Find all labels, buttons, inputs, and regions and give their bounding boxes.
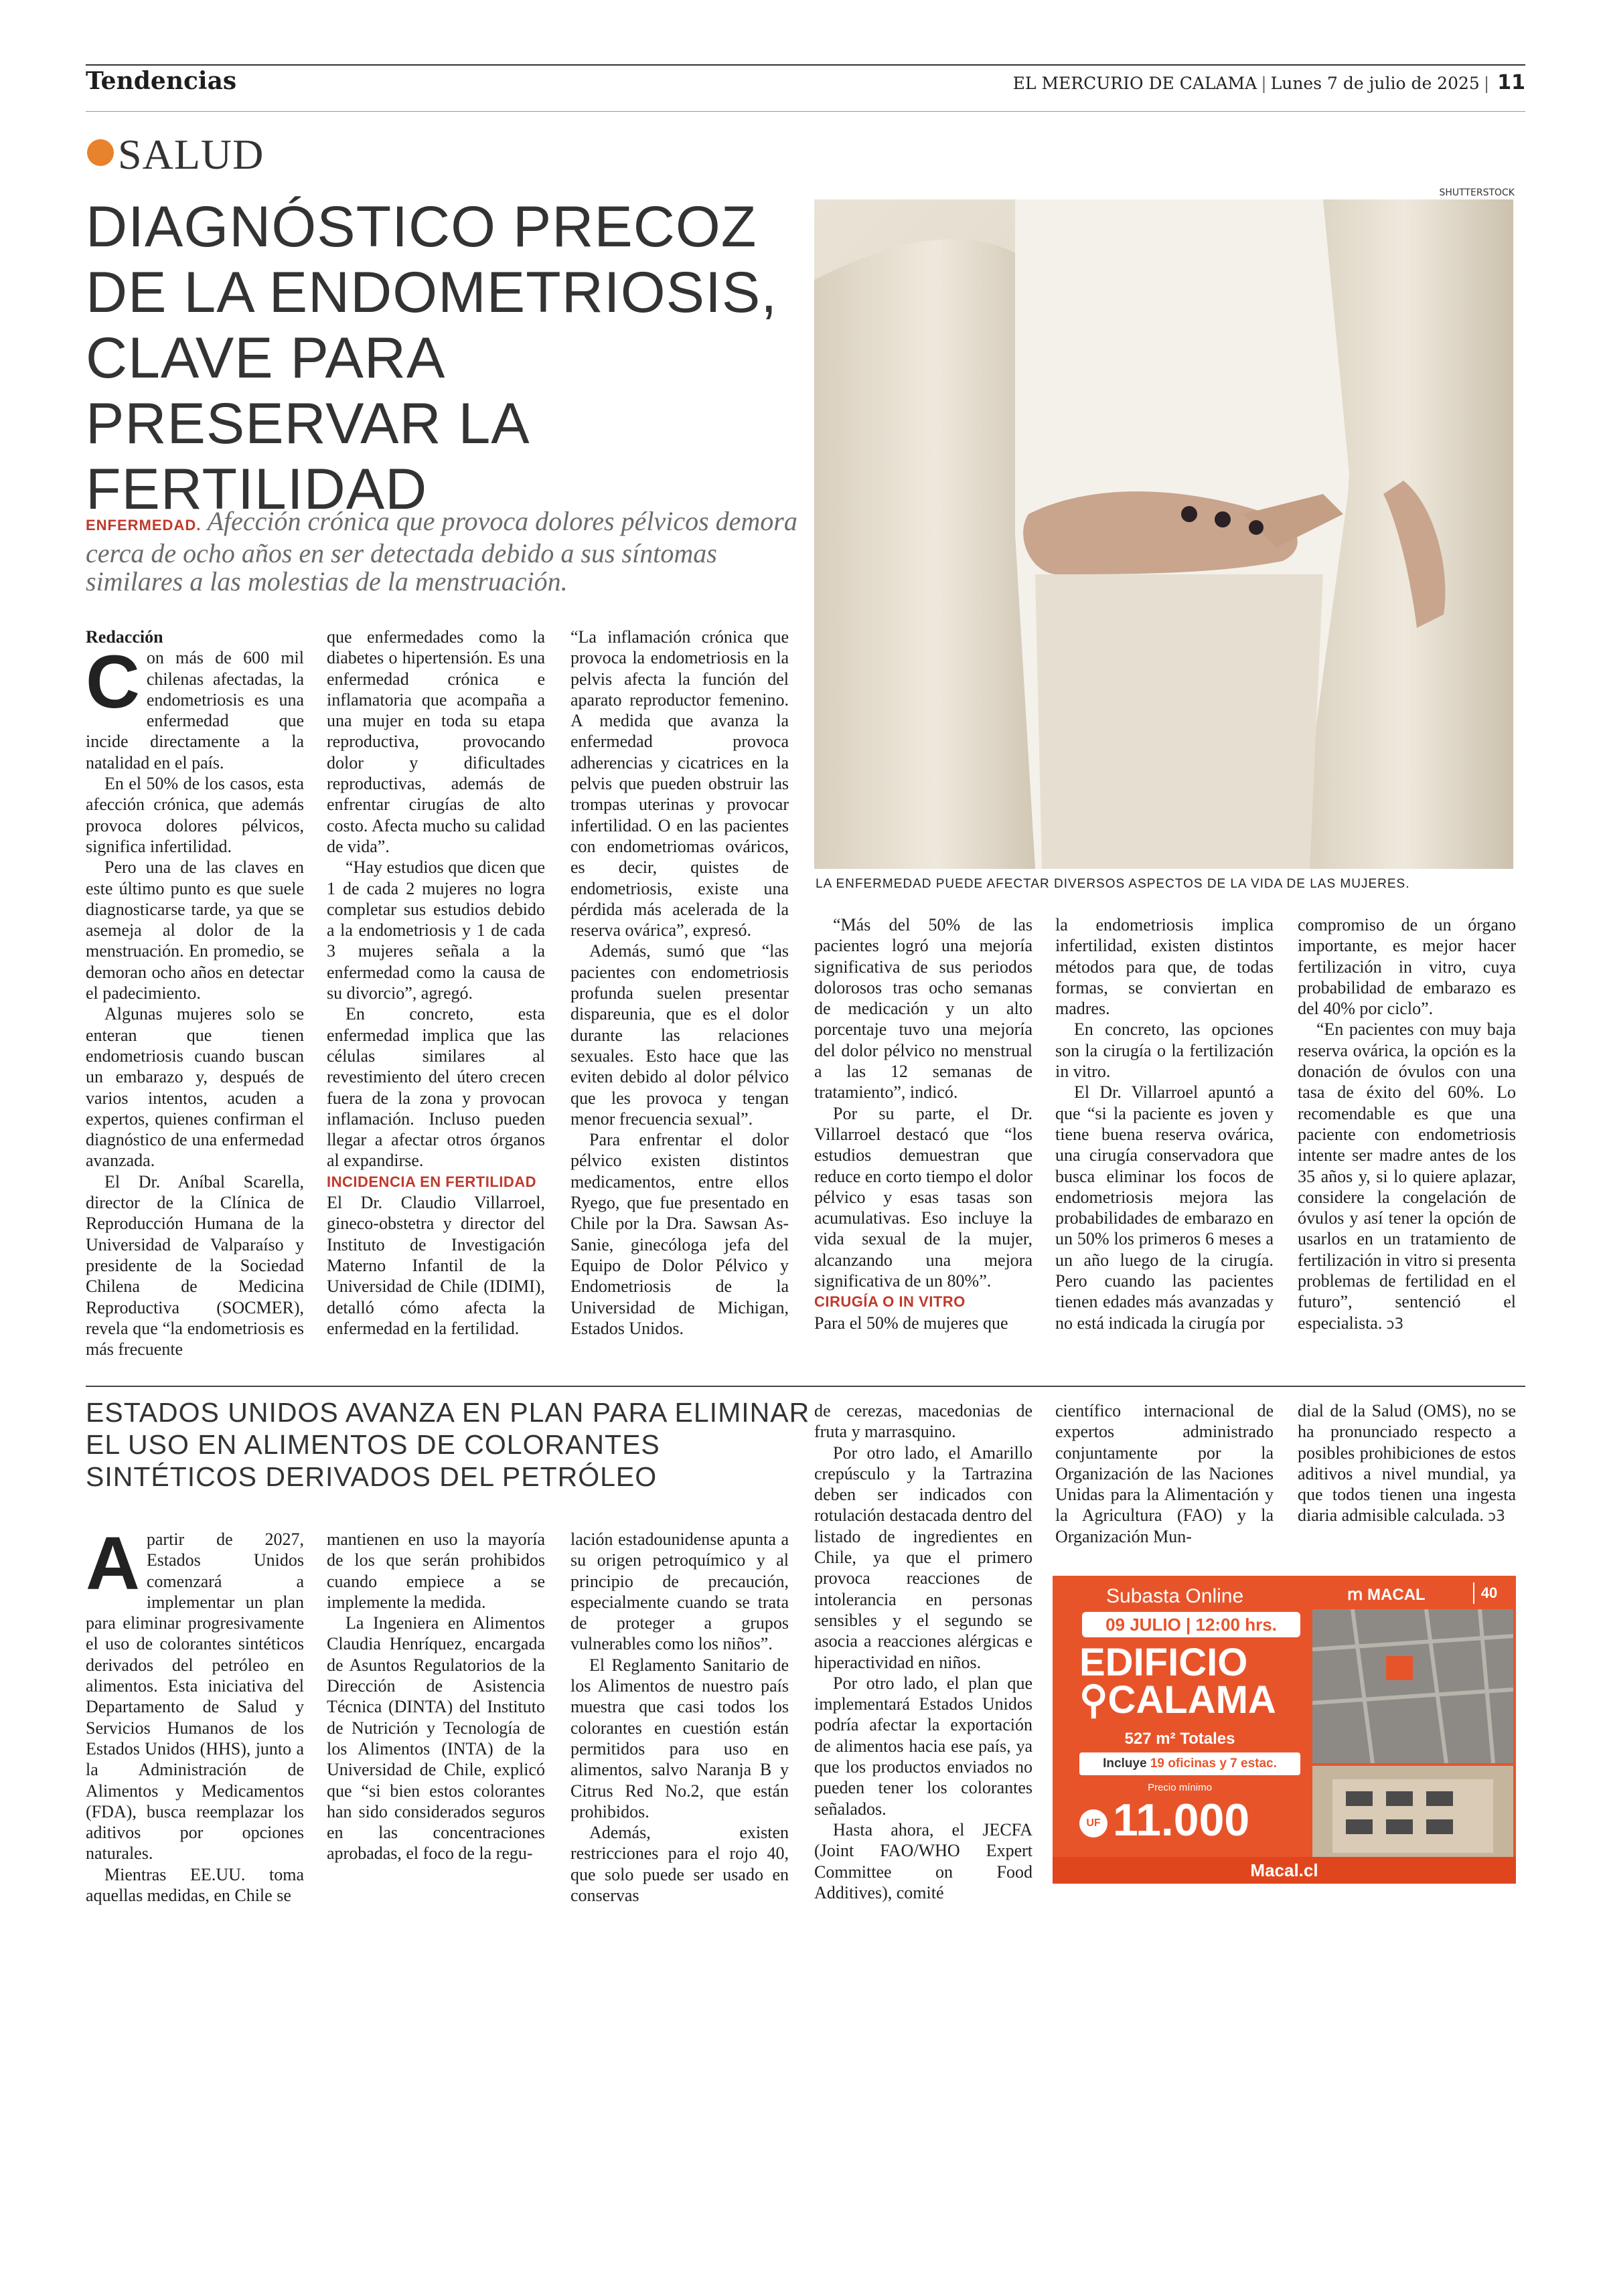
paragraph: Por su parte, el Dr. Villarroel destacó que “los estudios demuestran que reduce en corto tiempo el dolor pélvico y esas tasas son acumulativas. Eso incluye la vida sexual de la mujer, alcanzando una mejora significativa de un 80%”.: [814, 1103, 1032, 1291]
article-photo: [814, 199, 1513, 869]
section-name: Tendencias: [86, 67, 237, 95]
paragraph: Pero una de las claves en este último punto es que suele diagnosticarse tarde, ya que se asemeja al dolor de la menstruación. En promedio, se demoran ocho años en detectar el padecimiento.: [86, 857, 304, 1003]
ad-min-price-label: Precio mínimo: [1148, 1782, 1212, 1793]
paragraph: Hasta ahora, el JECFA (Joint FAO/WHO Expert Committee on Food Additives), comité: [814, 1819, 1032, 1902]
paragraph: “La inflamación crónica que provoca la endometriosis en la pelvis afecta la función del aparato reproductor femenino. A medida que avanza la enfermedad provoca adherencias y cicatrices en la pelvis que pueden obstruir las trompas uterinas y provocar infertilidad. O en las pacientes con endometriomas ováricos, es decir, quistes de endometriosis, existe una pérdida más acelerada de la reserva ovárica”, expresó.: [570, 627, 789, 940]
paragraph: la endometriosis implica infertilidad, existen distintos métodos para que, de todas formas, se conviertan en madres.: [1055, 915, 1274, 1019]
ad-area: 527 m² Totales: [1124, 1730, 1235, 1748]
paragraph: El Reglamento Sanitario de los Alimentos de nuestro país muestra que casi todos los colorantes en cuestión están permitidos para uso en alimentos, salvo Naranja B y Citrus Red No.2, que están prohibidos.: [570, 1655, 789, 1821]
lead-tag: ENFERMEDAD.: [86, 517, 202, 534]
paragraph: Apartir de 2027, Estados Unidos comenzará a implementar un plan para eliminar progresivamente el uso de colorantes sintéticos derivados del petróleo en alimentos. Esta iniciativa del Departamento de Salud y Servicios Humanos de los Estados Unidos (HHS), junto a la Administración de Alimentos y Medicamentos (FDA), busca reemplazar los aditivos por opciones naturales.: [86, 1522, 304, 1864]
lead-text: Afección crónica que provoca dolores pélvicos demora cerca de ocho años en ser detectada debido a sus síntomas similares a las molestias de la menstruación.: [86, 506, 797, 596]
location-pin-icon: ⚲: [1079, 1678, 1108, 1722]
paragraph: El Dr. Villarroel apuntó a que “si la paciente es joven y tiene buena reserva ovárica, una cirugía conservadora que busca eliminar los focos de endometriosis mejora las probabilidades de embarazo en un 50% los primeros 6 meses a un año luego de la cirugía. Pero cuando las pacientes tienen edades más avanzadas y no está indicada la cirugía por: [1055, 1082, 1274, 1333]
paragraph: Por otro lado, el Amarillo crepúsculo y la Tartrazina deben ser indicados con rotulación destacada dentro del listado de ingredientes en Chile, ya que el primero provoca reacciones de intolerancia en personas sensibles y el segundo se asocia a reacciones alérgicas e hiperactividad en niños.: [814, 1443, 1032, 1672]
ad-website-link[interactable]: Macal.cl: [1053, 1857, 1516, 1884]
page-number: 11: [1497, 71, 1525, 94]
ad-includes: Incluye 19 oficinas y 7 estac.: [1079, 1752, 1300, 1775]
paragraph: dial de la Salud (OMS), no se ha pronunciado respecto a posibles prohibiciones de estos aditivos a nivel mundial, ya que todos tienen una ingesta diaria admisible calculada. ↄ3: [1298, 1401, 1516, 1526]
uf-badge: UF: [1079, 1809, 1107, 1837]
article1-column-4: [814, 914, 1032, 1333]
paragraph: Además, sumó que “las pacientes con endometriosis profunda suelen presentar dispareunia, que es el dolor durante las relaciones sexuales. Esto hace que las eviten debido al dolor pélvico que les provoca y tengan menor frecuencia sexual”.: [570, 941, 789, 1129]
article2-column-4: [814, 1400, 1032, 1903]
paragraph: En concreto, las opciones son la cirugía o la fertilización in vitro.: [1055, 1019, 1274, 1082]
paragraph: de cerezas, macedonias de fruta y marrasquino.: [814, 1401, 1032, 1442]
article1-column-2: [327, 627, 545, 1339]
dropcap: C: [86, 640, 140, 724]
paragraph: Mientras EE.UU. toma aquellas medidas, en Chile se: [86, 1864, 304, 1906]
article2-column-1: [86, 1522, 304, 1906]
paragraph: científico internacional de expertos administrado conjuntamente por la Organización de las Naciones Unidas para la Alimentación y la Agricultura (FAO) y la Organización Mun-: [1055, 1401, 1274, 1546]
paragraph: Para el 50% de mujeres que: [814, 1313, 1008, 1333]
paragraph: “Más del 50% de las pacientes logró una mejoría significativa de sus periodos dolorosos tras ocho semanas de medicación y un alto porcentaje tuvo una mejoría del dolor pélvico no menstrual a las 12 semanas de tratamiento”, indicó.: [814, 915, 1032, 1102]
end-mark-icon: ↄ3: [1487, 1508, 1506, 1526]
paragraph: El Dr. Aníbal Scarella, director de la Clínica de Reproducción Humana de la Universidad de Valparaíso y presidente de la Sociedad Chilena de Medicina Reproductiva (SOCMER), revela que “la endometriosis es más frecuente: [86, 1171, 304, 1360]
dropcap: A: [86, 1522, 140, 1605]
paragraph: Por otro lado, el plan que implementará Estados Unidos podría afectar la exportación de alimentos hacia ese país, ya que los productos enviados no pueden tener los colorantes señalados.: [814, 1673, 1032, 1819]
headline-2: ESTADOS UNIDOS AVANZA EN PLAN PARA ELIMINAR EL USO EN ALIMENTOS DE COLORANTES SINTÉTICOS DERIVADOS DEL PETRÓLEO: [86, 1397, 810, 1492]
article2-column-5: [1055, 1400, 1274, 1547]
photo-caption: LA ENFERMEDAD PUEDE AFECTAR DIVERSOS ASPECTOS DE LA VIDA DE LAS MUJERES.: [816, 877, 1410, 891]
anniversary-badge: 40: [1473, 1582, 1504, 1604]
subheading: INCIDENCIA EN FERTILIDAD: [327, 1173, 537, 1190]
article1-column-3: [570, 627, 789, 1339]
paragraph: Con más de 600 mil chilenas afectadas, la endometriosis es una enfermedad que incide directamente a la natalidad en el país.: [86, 640, 304, 772]
photo-credit: SHUTTERSTOCK: [1439, 187, 1515, 198]
article1-column-1: [86, 627, 304, 1360]
newspaper-name: EL MERCURIO DE CALAMA: [1012, 74, 1257, 93]
ad-date: 09 JULIO | 12:00 hrs.: [1082, 1612, 1300, 1637]
end-mark-icon: ↄ3: [1386, 1315, 1404, 1333]
auction-advertisement[interactable]: [1053, 1576, 1516, 1884]
aerial-map-image: [1312, 1609, 1513, 1763]
paragraph: “Hay estudios que dicen que 1 de cada 2 mujeres no logra completar sus estudios debido a la endometriosis y 1 de cada 3 mujeres señala a la enfermedad como la causa de su divorcio”, agregó.: [327, 857, 545, 1003]
kicker: SALUD: [118, 131, 264, 178]
paragraph: “En pacientes con muy baja reserva ovárica, la opción es la donación de óvulos con una tasa de éxito del 60%. Lo recomendable es que una paciente con endometriosis intente ser madre antes de los 35 años y, si lo quiere aplazar, considere la congelación de óvulos y así tener la opción de usarlos en un tratamiento de fertilización in vitro si presenta problemas de fertilidad en el futuro”, sentenció el especialista. ↄ3: [1298, 1019, 1516, 1333]
article2-column-6: [1298, 1400, 1516, 1528]
ad-subtitle: Subasta Online: [1106, 1585, 1244, 1607]
article-divider: [86, 1386, 1525, 1387]
paragraph: La Ingeniera en Alimentos Claudia Henríquez, encargada de Asuntos Regulatorios de la Dirección de Asistencia Técnica (DINTA) del Instituto de Nutrición y Tecnología de los Alimentos (INTA) de la Universidad de Chile, explicó que “si bien estos colorantes han sido considerados seguros en las concentraciones aprobadas, el foco de la regu-: [327, 1613, 545, 1864]
paragraph: compromiso de un órgano importante, es mejor hacer fertilización in vitro, cuya probabilidad de embarazo es del 40% por ciclo”.: [1298, 915, 1516, 1019]
lead: [86, 507, 809, 596]
paragraph: En concreto, esta enfermedad implica que las células similares al revestimiento del útero crecen fuera de la zona y provocan inflamación. Incluso pueden llegar a afectar otros órganos al expandirse.: [327, 1004, 545, 1171]
kicker-dot-icon: [87, 139, 114, 166]
article2-column-3: [570, 1529, 789, 1906]
byline: Redacción: [86, 627, 163, 647]
aerial-map-icon: [1312, 1609, 1513, 1763]
paragraph: En el 50% de los casos, esta afección crónica, que además provoca dolores pélvicos, significa infertilidad.: [86, 774, 304, 856]
woman-holding-abdomen-illustration: [814, 199, 1513, 869]
paragraph: Además, existen restricciones para el rojo 40, que solo puede ser usado en conservas: [570, 1823, 789, 1906]
headline: DIAGNÓSTICO PRECOZ DE LA ENDOMETRIOSIS, CLAVE PARA PRESERVAR LA FERTILIDAD: [86, 195, 778, 521]
article1-column-6: [1298, 914, 1516, 1335]
paragraph: mantienen en uso la mayoría de los que serán prohibidos cuando empiece a se implemente la medida.: [327, 1530, 545, 1612]
paragraph: Para enfrentar el dolor pélvico existen distintos medicamentos, entre ellos Ryego, que fue presentado en Chile por la Dra. Sawsan As-Sanie, ginecóloga jefa del Equipo de Dolor Pélvico y Endometriosis de la Universidad de Michigan, Estados Unidos.: [570, 1130, 789, 1338]
building-photo: [1312, 1766, 1513, 1860]
m-logo-icon: ⅿ: [1347, 1586, 1368, 1604]
article1-column-5: [1055, 914, 1274, 1333]
masthead: EL MERCURIO DE CALAMA | Lunes 7 de julio de 2025 | 11: [1012, 71, 1525, 94]
ad-price: UF 11.000: [1079, 1797, 1249, 1843]
issue-date: Lunes 7 de julio de 2025: [1270, 74, 1480, 93]
subheading: CIRUGÍA O IN VITRO: [814, 1293, 966, 1311]
paragraph: El Dr. Claudio Villarroel, gineco-obstetra y director del Instituto de Investigación Materno Infantil de la Universidad de Chile (IDIMI), detalló cómo afecta la enfermedad en la fertilidad.: [327, 1193, 545, 1338]
header-rule-top: [86, 64, 1525, 66]
macal-logo: ⅿ MACAL: [1347, 1586, 1426, 1604]
article2-column-2: [327, 1529, 545, 1864]
header-rule-bottom: [86, 111, 1525, 112]
building-icon: [1312, 1766, 1513, 1860]
ad-title: EDIFICIO ⚲CALAMA: [1079, 1641, 1276, 1722]
paragraph: lación estadounidense apunta a su origen petroquímico y al principio de precaución, especialmente cuando se trata de proteger a grupos vulnerables como los niños”.: [570, 1530, 789, 1654]
paragraph: que enfermedades como la diabetes o hipertensión. Es una enfermedad crónica e inflamatoria que acompaña a una mujer en toda su etapa reproductiva, provocando dolor y dificultades reproductivas, además de enfrentar cirugías de alto costo. Afecta mucho su calidad de vida”.: [327, 627, 545, 856]
paragraph: Algunas mujeres solo se enteran que tienen endometriosis cuando buscan un embarazo y, después de varios intentos, acuden a expertos, quienes confirman el diagnóstico de una enfermedad avanzada.: [86, 1004, 304, 1171]
